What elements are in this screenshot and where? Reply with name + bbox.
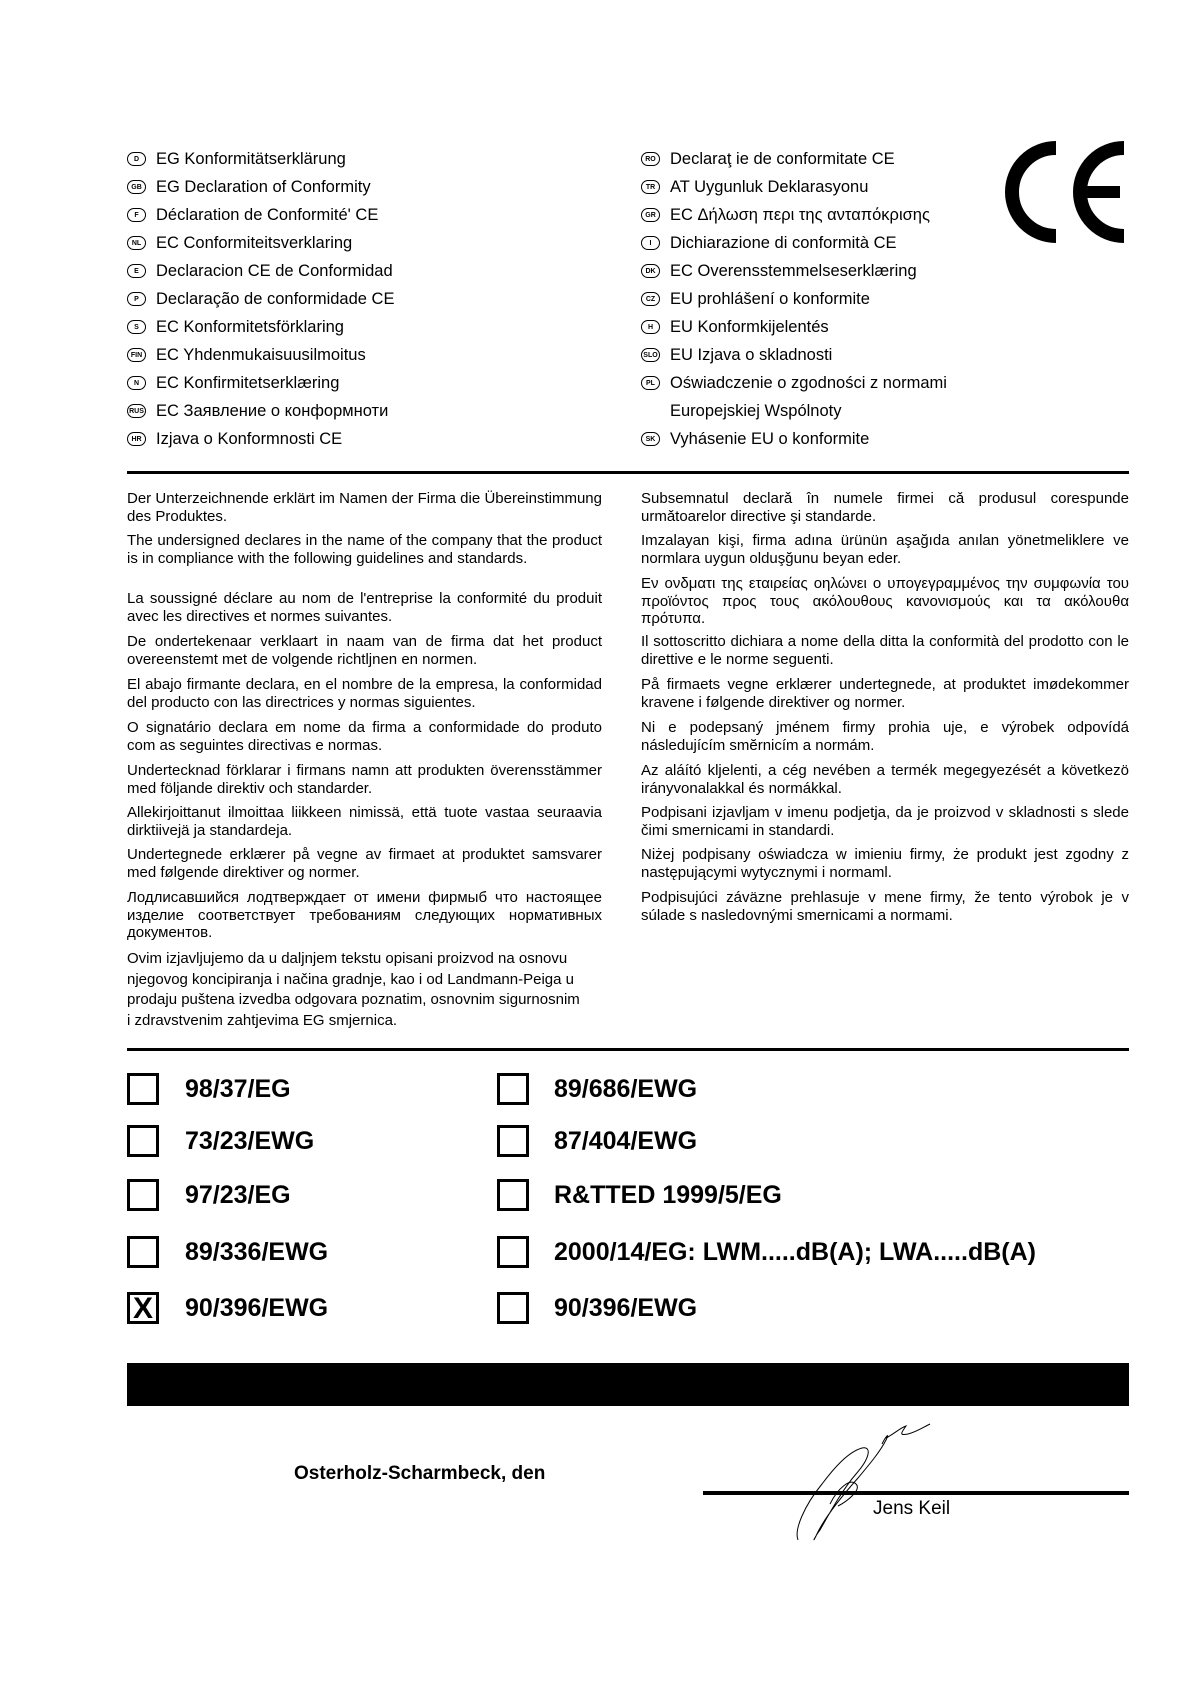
declaration-item [127, 426, 342, 452]
declaration-item [641, 426, 869, 452]
directive-checkbox[interactable] [127, 1073, 159, 1105]
statement-paragraph: Niżej podpisany oświadcza w imieniu firmy, że produkt jest zgodny z następującymi wytycznymi i normaml. [641, 846, 1129, 881]
declaration-item [127, 370, 339, 396]
country-code-badge: F [127, 208, 146, 222]
country-code-badge: SK [641, 432, 660, 446]
statement-paragraph: Der Unterzeichnende erklärt im Namen der Firma die Übereinstimmung des Produktes. [127, 490, 602, 525]
declaration-item [127, 174, 371, 200]
declaration-item [641, 174, 868, 200]
declaration-item [641, 202, 930, 228]
declaration-title: EG Konformitätserklärung [156, 149, 346, 168]
directive-checkbox[interactable] [127, 1236, 159, 1268]
declaration-title: EU Konformkijelentés [670, 317, 829, 336]
declaration-title: Declaração de conformidade CE [156, 289, 395, 308]
declaration-title: Vyhásenie EU o konformite [670, 429, 870, 448]
directive-checkbox[interactable] [497, 1292, 529, 1324]
statement-paragraph: Ni e podepsaný jménem firmy prohia uje, e výrobek odpovídá následujícím smĕrnicím a normám. [641, 719, 1129, 754]
directive-label: 98/37/EG [185, 1075, 291, 1103]
statement-paragraph: Ovim izjavljujemo da u daljnjem tekstu opisani proizvod na osnovu njegovog koncipiranja i načina gradnje, kao i od Landmann-Peiga u prodaju puštena izvedba odgovara poznatim, osnovnim sigurnosnim i zdravstvenim zahtjevima EG smjernica. [127, 950, 580, 1029]
declaration-item [641, 314, 829, 340]
declaration-item [127, 398, 388, 424]
place-date-label: Osterholz-Scharmbeck, den [294, 1463, 546, 1484]
statement-paragraph: Allekirjoittanut ilmoittaa liikkeen nimissä, että tuote vastaa seuraavia dirktiivejä ja standardeja. [127, 804, 602, 839]
directive-label: R&TTED 1999/5/EG [554, 1181, 782, 1209]
directive-label: 73/23/EWG [185, 1127, 315, 1155]
statement-paragraph: Εν ονδματι της εταιρείας οηλώνει ο υπογεγραμμένος την συμφωνία του προϊόντος προς τους ακόλουθους κανονισμούς και τα ακόλουθα πρότυπα. [641, 575, 1129, 627]
declaration-item [641, 258, 917, 284]
declaration-title: EC Konformitetsförklaring [156, 317, 344, 336]
signature-image [790, 1418, 940, 1548]
statement-paragraph: Podpisani izjavljam v imenu podjetja, da je proizvod v skladnosti s slede čimi smernicami in standardi. [641, 804, 1129, 839]
declaration-title: Declaracion CE de Conformidad [156, 261, 393, 280]
declaration-title: Dichiarazione di conformità CE [670, 233, 897, 252]
directive-checkbox[interactable] [497, 1073, 529, 1105]
country-code-badge: TR [641, 180, 660, 194]
declaration-item [641, 146, 895, 172]
country-code-badge: FIN [127, 348, 146, 362]
statement-paragraph: The undersigned declares in the name of the company that the product is in compliance with the following guidelines and standards. [127, 532, 602, 567]
country-code-badge: GR [641, 208, 660, 222]
declaration-title: Declaraţ ie de conformitate CE [670, 149, 895, 168]
directive-checkbox[interactable] [127, 1179, 159, 1211]
statement-paragraph: Az aláító kljelenti, a cég nevében a termék megegyezését a következö irányvonalakkal és normákkal. [641, 762, 1129, 797]
statement-paragraph: Undertecknad förklarar i firmans namn att produkten överensstämmer med följande direktiv och standarder. [127, 762, 602, 797]
country-code-badge: I [641, 236, 660, 250]
country-code-badge: P [127, 292, 146, 306]
ce-mark-logo [998, 140, 1130, 244]
declaration-item [641, 370, 947, 396]
declaration-title: EC Conformiteitsverklaring [156, 233, 353, 252]
declaration-title: Europejskiej Wspólnoty [670, 401, 842, 420]
declaration-title: AT Uygunluk Deklarasyonu [670, 177, 869, 196]
declaration-continuation [670, 398, 842, 424]
black-bar [127, 1363, 1129, 1406]
statement-paragraph: På firmaets vegne erklærer undertegnede, at produktet imødekommer kravene i følgende direktiver og normer. [641, 676, 1129, 711]
statement-paragraph: O signatário declara em nome da firma a conformidade do produto com as seguintes directivas e normas. [127, 719, 602, 754]
country-code-badge: CZ [641, 292, 660, 306]
declaration-item [127, 342, 366, 368]
directive-label: 89/336/EWG [185, 1238, 329, 1266]
declaration-title: EC Overensstemmelseserklæring [670, 261, 917, 280]
directive-label: 89/686/EWG [554, 1075, 698, 1103]
statement-paragraph: La soussigné déclare au nom de l'entreprise la conformité du produit avec les directives et normes suivantes. [127, 590, 602, 625]
directive-label: 90/396/EWG [554, 1294, 698, 1322]
country-code-badge: RUS [127, 404, 146, 418]
country-code-badge: S [127, 320, 146, 334]
directive-label: 90/396/EWG [185, 1294, 329, 1322]
declaration-title: Oświadczenie o zgodności z normami [670, 373, 947, 392]
signatory-name: Jens Keil [873, 1498, 951, 1519]
statement-paragraph: De ondertekenaar verklaart in naam van de firma dat het product overeenstemt met de volgende richtljnen en normen. [127, 633, 602, 668]
country-code-badge: E [127, 264, 146, 278]
declaration-title: EC Konfirmitetserklæring [156, 373, 340, 392]
country-code-badge: HR [127, 432, 146, 446]
declaration-item [641, 286, 870, 312]
country-code-badge: RO [641, 152, 660, 166]
statement-paragraph: Лодлисавшийся лодтверждает от имени фирмыб что настоящее изделие соответствует требованиям следующих нормативных документов. [127, 889, 602, 941]
directive-checkbox[interactable] [497, 1236, 529, 1268]
country-code-badge: SLO [641, 348, 660, 362]
statement-paragraph: Podpisujúci záväzne prehlasuje v mene firmy, že tento výrobok je v súlade s nasledovnými smernicami a normami. [641, 889, 1129, 924]
declaration-item [127, 258, 393, 284]
country-code-badge: NL [127, 236, 146, 250]
declaration-item [127, 146, 346, 172]
statement-paragraph: Imzalayan kişi, firma adına ürünün aşağıda anılan yönetmeliklere ve normlara uygun olduşğunu beyan eder. [641, 532, 1129, 567]
directive-label: 2000/14/EG: LWM.....dB(A); LWA.....dB(A) [554, 1238, 1036, 1266]
declaration-title: EU Izjava o skladnosti [670, 345, 833, 364]
directive-checkbox[interactable] [497, 1125, 529, 1157]
directive-checkbox[interactable] [497, 1179, 529, 1211]
directive-label: 87/404/EWG [554, 1127, 698, 1155]
declaration-item [127, 314, 344, 340]
declaration-title: Izjava o Konformnosti CE [156, 429, 343, 448]
country-code-badge: DK [641, 264, 660, 278]
declaration-item [127, 286, 394, 312]
declaration-title: EC Δήλωση περι της ανταπόκρισης [670, 205, 930, 224]
statement-paragraph: Subsemnatul declarǎ în numele firmei cǎ produsul corespunde urmǎtoarelor directive şi standarde. [641, 490, 1129, 525]
directive-checkbox[interactable] [127, 1125, 159, 1157]
declaration-title: EG Declaration of Conformity [156, 177, 371, 196]
directive-checkbox-checked[interactable]: X [127, 1292, 159, 1324]
statement-paragraph: Undertegnede erklærer på vegne av firmaet at produktet samsvarer med følgende direktiver og normer. [127, 846, 602, 881]
divider [127, 471, 1129, 474]
country-code-badge: H [641, 320, 660, 334]
declaration-item [641, 230, 897, 256]
declaration-title: Déclaration de Conformité' CE [156, 205, 379, 224]
country-code-badge: GB [127, 180, 146, 194]
declaration-item [127, 230, 352, 256]
declaration-title: ЕС Заявление о конформноти [156, 401, 389, 420]
declaration-item [127, 202, 378, 228]
declaration-title: EC Yhdenmukaisuusilmoitus [156, 345, 366, 364]
statement-paragraph: El abajo firmante declara, en el nombre de la empresa, la conformidad del producto con las directrices y normas siguientes. [127, 676, 602, 711]
country-code-badge: N [127, 376, 146, 390]
country-code-badge: PL [641, 376, 660, 390]
statement-paragraph: Il sottoscritto dichiara a nome della ditta la conformità del prodotto con le direttive e le norme seguenti. [641, 633, 1129, 668]
divider [127, 1048, 1129, 1051]
country-code-badge: D [127, 152, 146, 166]
declaration-title: EU prohlášení o konformite [670, 289, 870, 308]
declaration-item [641, 342, 832, 368]
directive-label: 97/23/EG [185, 1181, 291, 1209]
